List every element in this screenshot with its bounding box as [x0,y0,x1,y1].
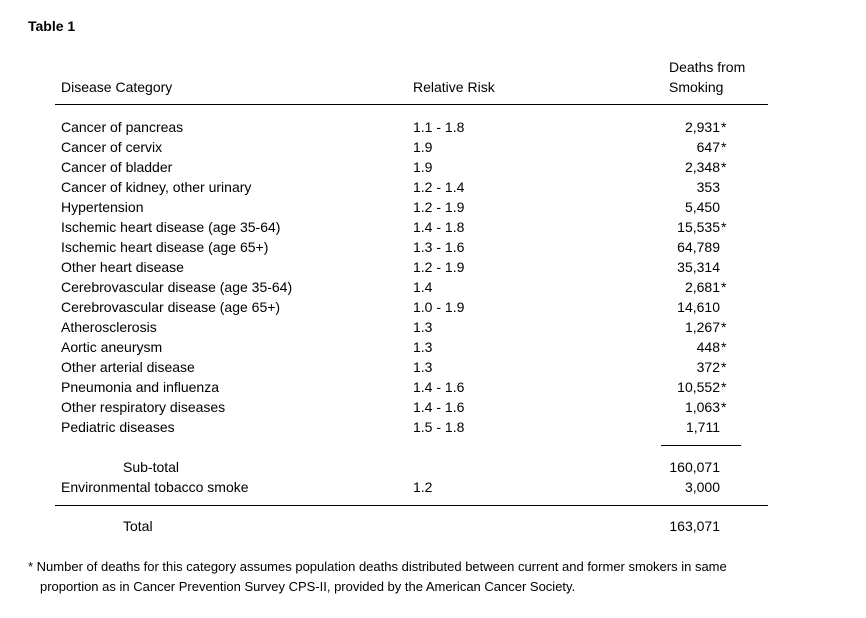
row-deaths: 2,681 [684,279,720,295]
row-relative-risk: 1.5 - 1.8 [413,419,465,435]
row-deaths: 1,711 [686,419,720,435]
row-relative-risk: 1.4 - 1.6 [413,399,465,415]
total-label: Total [123,518,153,534]
row-footnote-marker: * [721,359,727,375]
environmental-relative-risk: 1.2 [413,479,433,495]
table-row [0,417,866,437]
row-disease-category: Other heart disease [61,259,184,275]
row-disease-category: Aortic aneurysm [61,339,163,355]
row-disease-category: Ischemic heart disease (age 65+) [61,239,269,255]
row-deaths: 64,789 [677,239,720,255]
table-row [0,297,866,317]
row-disease-category: Cancer of cervix [61,139,163,155]
row-footnote-marker: * [721,279,727,295]
row-footnote-marker: * [721,139,727,155]
row-deaths: 353 [696,179,720,195]
row-relative-risk: 1.3 - 1.6 [413,239,465,255]
table-row [0,277,866,297]
table-row [0,197,866,217]
header-deaths-from-smoking [669,57,745,97]
row-relative-risk: 1.9 [413,159,433,175]
row-footnote-marker: * [721,379,727,395]
row-deaths: 1,063 [684,399,720,415]
row-relative-risk: 1.4 - 1.6 [413,379,465,395]
total-row [0,516,866,536]
row-deaths: 2,348 [684,159,720,175]
row-footnote-marker: * [721,319,727,335]
table-row [0,397,866,417]
table-row [0,137,866,157]
header-deaths-line1: Deaths from [669,59,746,75]
row-disease-category: Cerebrovascular disease (age 65+) [61,299,281,315]
row-relative-risk: 1.1 - 1.8 [413,119,465,135]
environmental-row [0,477,866,497]
row-footnote-marker: * [721,159,727,175]
environmental-label: Environmental tobacco smoke [61,479,249,495]
row-disease-category: Pneumonia and influenza [61,379,220,395]
row-deaths: 14,610 [677,299,720,315]
row-footnote-marker: * [721,339,727,355]
row-disease-category: Atherosclerosis [61,319,157,335]
row-relative-risk: 1.4 - 1.8 [413,219,465,235]
table-body [0,117,866,437]
table-row [0,157,866,177]
row-disease-category: Cerebrovascular disease (age 35-64) [61,279,293,295]
row-disease-category: Cancer of kidney, other urinary [61,179,252,195]
table-row [0,217,866,237]
row-relative-risk: 1.2 - 1.4 [413,179,465,195]
table-row [0,177,866,197]
row-disease-category: Ischemic heart disease (age 35-64) [61,219,281,235]
table-title: Table 1 [28,18,76,34]
footnote-line2: proportion as in Cancer Prevention Survey CPS-II, provided by the American Cancer Society. [40,579,576,594]
row-footnote-marker: * [721,219,727,235]
row-deaths: 2,931 [684,119,720,135]
row-deaths: 1,267 [684,319,720,335]
subtotal-label: Sub-total [123,459,180,475]
row-relative-risk: 1.9 [413,139,433,155]
total-rule [55,505,768,506]
row-deaths: 5,450 [684,199,720,215]
subtotal-rule [661,445,741,446]
subtotal-deaths: 160,071 [669,459,720,475]
table-row [0,237,866,257]
row-deaths: 35,314 [677,259,720,275]
row-disease-category: Pediatric diseases [61,419,175,435]
table-row [0,317,866,337]
table-row [0,357,866,377]
subtotal-row [0,457,866,477]
row-disease-category: Other respiratory diseases [61,399,226,415]
footnote-line1: * Number of deaths for this category assumes population deaths distributed between current and former smokers in same [28,559,727,574]
row-relative-risk: 1.4 [413,279,433,295]
table-row [0,117,866,137]
row-deaths: 372 [696,359,720,375]
row-deaths: 15,535 [677,219,720,235]
row-relative-risk: 1.2 - 1.9 [413,199,465,215]
row-disease-category: Cancer of pancreas [61,119,184,135]
row-disease-category: Hypertension [61,199,144,215]
total-deaths: 163,071 [669,518,720,534]
row-relative-risk: 1.3 [413,339,433,355]
row-deaths: 448 [696,339,720,355]
row-footnote-marker: * [721,119,727,135]
header-rule [55,104,768,105]
header-deaths-line2: Smoking [669,79,724,95]
table-row [0,337,866,357]
table-row [0,257,866,277]
row-deaths: 647 [696,139,720,155]
row-disease-category: Other arterial disease [61,359,195,375]
row-disease-category: Cancer of bladder [61,159,173,175]
environmental-deaths: 3,000 [684,479,720,495]
row-relative-risk: 1.3 [413,319,433,335]
row-relative-risk: 1.0 - 1.9 [413,299,465,315]
header-relative-risk: Relative Risk [413,79,495,95]
footnote [28,557,848,597]
table-row [0,377,866,397]
row-deaths: 10,552 [677,379,720,395]
row-relative-risk: 1.3 [413,359,433,375]
row-footnote-marker: * [721,399,727,415]
row-relative-risk: 1.2 - 1.9 [413,259,465,275]
header-disease-category: Disease Category [61,79,173,95]
